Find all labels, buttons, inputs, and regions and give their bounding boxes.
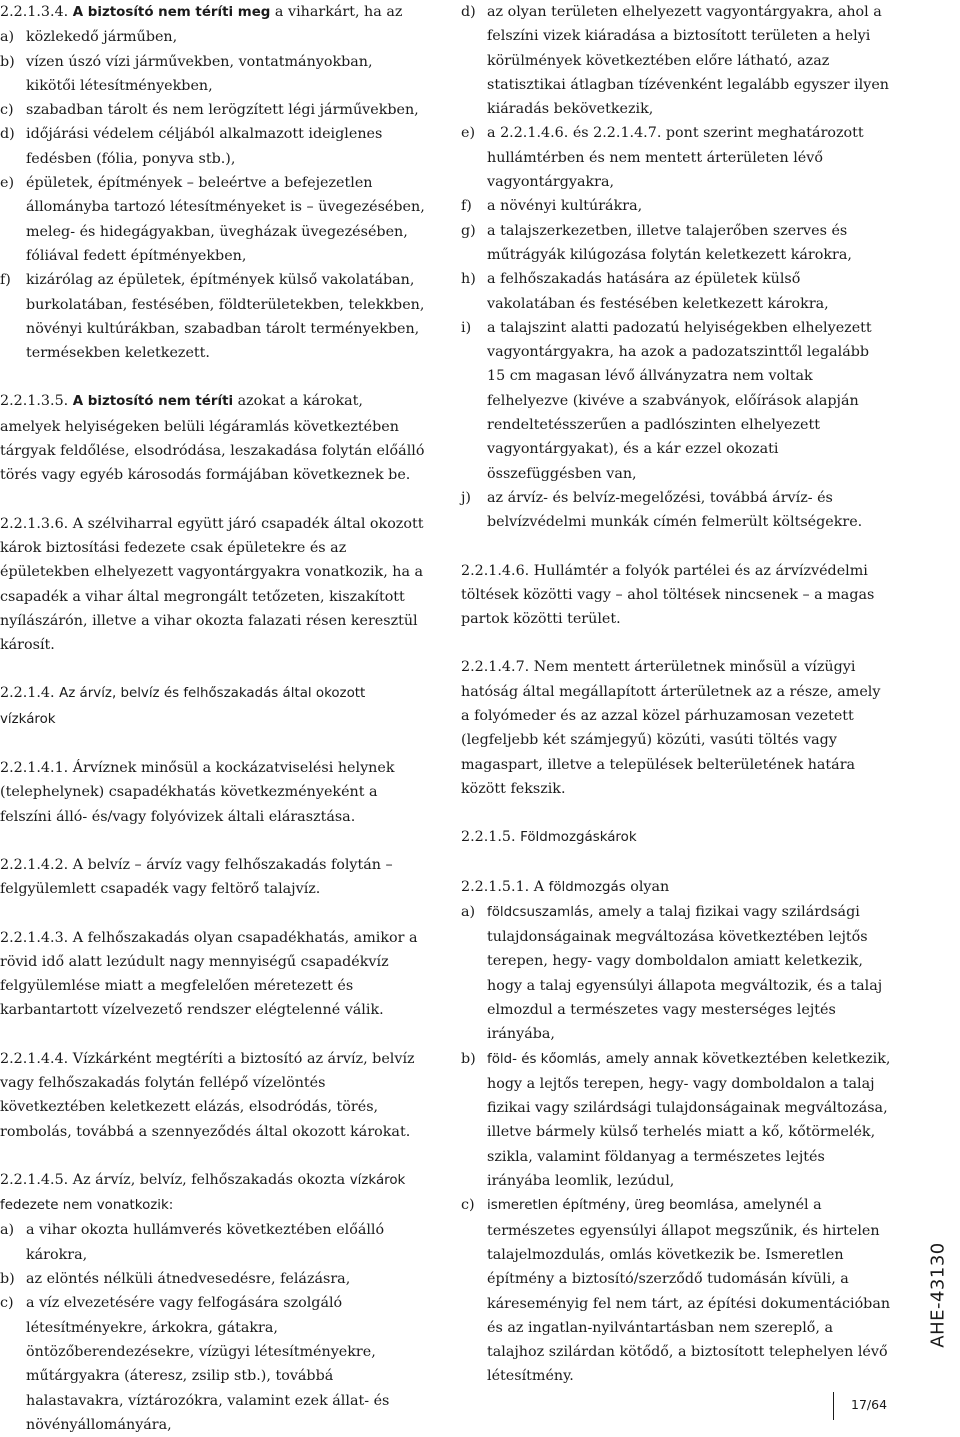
list-item: a) földcsuszamlás, amely a talaj fizikai vagy szilárdsági tulajdonságainak megváltozása következtében lejtős terepen, hegy- vagy domboldalon amiatt keletkezik, hogy a talaj egyensúlyi állapota megváltozik, és a talaj elmozdul a természetes vagy mesterséges lejtés irányába, <box>461 903 883 1043</box>
page-divider <box>833 1392 834 1420</box>
list-item: b) az elöntés nélküli átnedvesedésre, felázásra, <box>0 1271 351 1288</box>
list-item: d) időjárási védelem céljából alkalmazott ideiglenes fedésben (fólia, ponyva stb.), <box>0 126 383 167</box>
section-2-2-1-4-6: 2.2.1.4.6. Hullámtér a folyók partélei és az árvízvédelmi töltések közötti vagy – ahol töltések nincsenek – a magas partok közötti terület. <box>461 562 875 628</box>
section-2-2-1-4-4: 2.2.1.4.4. Vízkárként megtéríti a biztosító az árvíz, belvíz vagy felhőszakadás folytán fellépő vízelöntés következtében keletkezett elázás, elsodródás, törés, rombolás, továbbá a szennyeződés által okozott károkat. <box>0 1050 415 1140</box>
section-2-2-1-3-4: 2.2.1.3.4. A biztosító nem téríti meg a viharkárt, ha az <box>0 4 403 20</box>
section-2-2-1-5-heading: 2.2.1.5. Földmozgáskárok <box>461 829 637 846</box>
right-column <box>461 0 891 1389</box>
list-item: i) a talajszint alatti padozatú helyiségekben elhelyezett vagyontárgyakra, ha azok a padozatszinttől legalább 15 cm magasan lévő állványzatra nem voltak felhelyezve (kivéve a szabványok, előírások alapján rendeltetésszerűen a padlószinten elhelyezett vagyontárgyakat), és a kár ezzel okozati összefüggésben van, <box>461 319 872 482</box>
list-item: g) a talajszerkezetben, illetve talajerőben szerves és műtrágyák kilúgozása folytán keletkezett károkra, <box>461 222 852 263</box>
section-2-2-1-4-3: 2.2.1.4.3. A felhőszakadás olyan csapadékhatás, amikor a rövid idő alatt lezúdult nagy mennyiségű csapadékvíz felgyülemlése miatt a megfelelően méretezett és karbantartott vízelvezető rendszer elégtelenné válik. <box>0 929 418 1019</box>
section-2-2-1-3-6: 2.2.1.3.6. A szélviharral együtt járó csapadék által okozott károk biztosítási fedezete csak épületekre és az épületekben elhelyezett vagyontárgyakra vonatkozik, ha a csapadék a vihar által megrongált tetőzeten, kiszakított nyílászárón, illetve a vihar okozta falazati résen keresztül károsít. <box>0 515 424 654</box>
left-column <box>0 0 425 1437</box>
list-item: c) a víz elvezetésére vagy felfogására szolgáló létesítményekre, árkokra, gátakra, öntözőberendezésekre, vízügyi létesítményekre, műtárgyakra (áteresz, zsilip stb.), továbbá halastavakra, víztározókra, valamint ezek állat- és növényállományára, <box>0 1295 390 1433</box>
section-2-2-1-4-7: 2.2.1.4.7. Nem mentett árterületnek minősül a vízügyi hatóság által megállapított árterületnek az a része, amely a folyómeder és az azzal közel párhuzamosan vezetett (legfeljebb két számjegyű) közúti, vasúti töltés vagy magaspart, illetve a települések belterületének határa között fekszik. <box>461 659 881 797</box>
list-item: f) a növényi kultúrákra, <box>461 198 643 215</box>
list-item: e) a 2.2.1.4.6. és 2.2.1.4.7. pont szerint meghatározott hullámtérben és nem mentett árterületen lévő vagyontárgyakra, <box>461 125 864 191</box>
section-2-2-1-4-heading: 2.2.1.4. Az árvíz, belvíz és felhőszakadás által okozott vízkárok <box>0 685 366 727</box>
list-item: c) szabadban tárolt és nem lerögzített légi járművekben, <box>0 102 419 119</box>
section-2-2-1-5-1: 2.2.1.5.1. A földmozgás olyan <box>461 878 670 895</box>
section-2-2-1-4-5: 2.2.1.4.5. Az árvíz, belvíz, felhőszakadás okozta vízkárok fedezete nem vonatkozik: <box>0 1171 406 1214</box>
list-item: h) a felhőszakadás hatására az épületek külső vakolatában és festésében keletkezett károkra, <box>461 271 829 312</box>
list-item: a) közlekedő járműben, <box>0 29 178 46</box>
list-item: b) föld- és kőomlás, amely annak következtében keletkezik, hogy a lejtős terepen, hegy- vagy domboldalon a talaj fizikai vagy szilárdsági tulajdonságainak megváltozása, illetve bármely külső terhelés miatt a kő, kőtörmelék, szikla, valamint földanyag a természetes lejtés irányába leomlik, lezúdul, <box>461 1050 891 1190</box>
section-2-2-1-3-5: 2.2.1.3.5. A biztosító nem téríti azokat a károkat, amelyek helyiségeken belüli légáramlás következtében tárgyak feldőlése, elsodródása, leszakadása folytán előálló törés vagy egyéb károsodás formájában következnek be. <box>0 393 425 484</box>
list-item: j) az árvíz- és belvíz-megelőzési, továbbá árvíz- és belvízvédelmi munkák címén felmerült költségekre. <box>461 489 863 531</box>
list-item: c) ismeretlen építmény, üreg beomlása, amelynél a természetes egyensúlyi állapot megszűnik, és hirtelen talajelmozdulás, omlás következik be. Ismeretlen építmény a biztosító/szerződő tudomásán kívüli, a káreseményig fel nem tárt, az építési dokumentációban és az ingatlan-nyilvántartásban nem szereplő, a talajhoz szilárdan kötődő, a biztosított telephelyen lévő létesítmény. <box>461 1197 891 1385</box>
section-2-2-1-4-2: 2.2.1.4.2. A belvíz – árvíz vagy felhőszakadás folytán – felgyülemlett csapadék vagy feltörő talajvíz. <box>0 856 393 898</box>
list-item: e) épületek, építmények – beleértve a befejezetlen állományba tartozó létesítményeket is – üvegezésében, meleg- és hidegágyakban, üvegházak üvegezésében, fóliával fedett építményekben, <box>0 175 425 264</box>
list-item: b) vízen úszó vízi járművekben, vontatmányokban, kikötői létesítményekben, <box>0 53 373 94</box>
section-2-2-1-4-1: 2.2.1.4.1. Árvíznek minősül a kockázatviselési helynek (telephelynek) csapadékhatás következményeként a felszíni álló- és/vagy folyóvizek általi elárasztása. <box>0 760 395 825</box>
document-code: AHE-43130 <box>927 1242 949 1348</box>
list-item: a) a vihar okozta hullámverés következtében előálló károkra, <box>0 1222 385 1263</box>
page-number: 17/64 <box>851 1397 888 1412</box>
list-item: d) az olyan területen elhelyezett vagyontárgyakra, ahol a felszíni vizek kiáradása a biztosított területen a helyi körülmények következtében előre látható, azaz statisztikai átlagban tízévenként legalább egyszer ilyen kiáradás bekövetkezik, <box>461 4 889 118</box>
list-item: f) kizárólag az épületek, építmények külső vakolatában, burkolatában, festésében, földterületekben, telekkben, növényi kultúrákban, szabadban tárolt terményekben, termésekben keletkezett. <box>0 272 425 362</box>
